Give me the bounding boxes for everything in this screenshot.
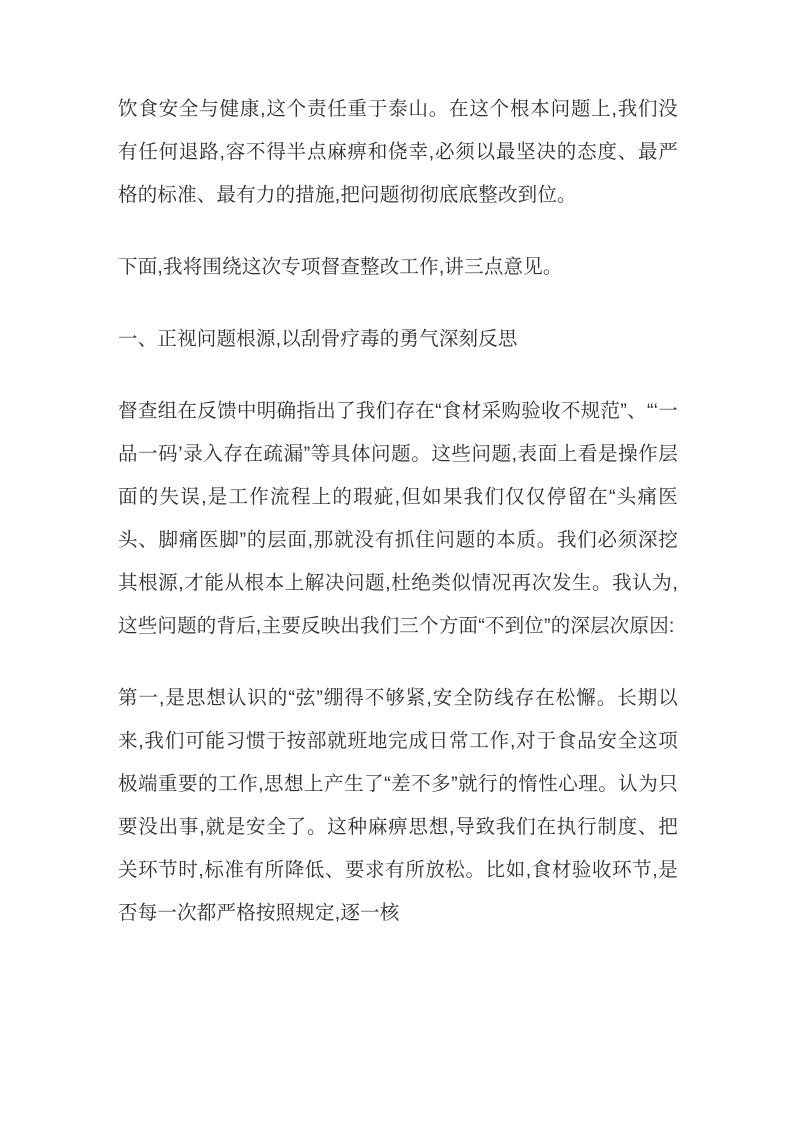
paragraph-1: 饮食安全与健康,这个责任重于泰山。在这个根本问题上,我们没有任何退路,容不得半点麻痹和侥幸,必须以最坚决的态度、最严格的标准、最有力的措施,把问题彻彻底底整改到位。: [118, 98, 678, 206]
paragraph-2: 下面,我将围绕这次专项督查整改工作,讲三点意见。: [118, 256, 563, 278]
document-body: [118, 88, 678, 935]
section-heading-1: 一、正视问题根源,以刮骨疗毒的勇气深刻反思: [118, 328, 518, 350]
paragraph-4: 第一,是思想认识的“弦”绷得不够紧,安全防线存在松懈。长期以来,我们可能习惯于按部就班地完成日常工作,对于食品安全这项极端重要的工作,思想上产生了“差不多”就行的惰性心理。认为只要没出事,就是安全了。这种麻痹思想,导致我们在执行制度、把关环节时,标准有所降低、要求有所放松。比如,食材验收环节,是否每一次都严格按照规定,逐一核: [118, 687, 678, 924]
paragraph-3: 督查组在反馈中明确指出了我们存在“食材采购验收不规范”、“‘一品一码’录入存在疏漏”等具体问题。这些问题,表面上看是操作层面的失误,是工作流程上的瑕疵,但如果我们仅仅停留在“头痛医头、脚痛医脚”的层面,那就没有抓住问题的本质。我们必须深挖其根源,才能从根本上解决问题,杜绝类似情况再次发生。我认为,这些问题的背后,主要反映出我们三个方面“不到位”的深层次原因:: [118, 400, 678, 637]
